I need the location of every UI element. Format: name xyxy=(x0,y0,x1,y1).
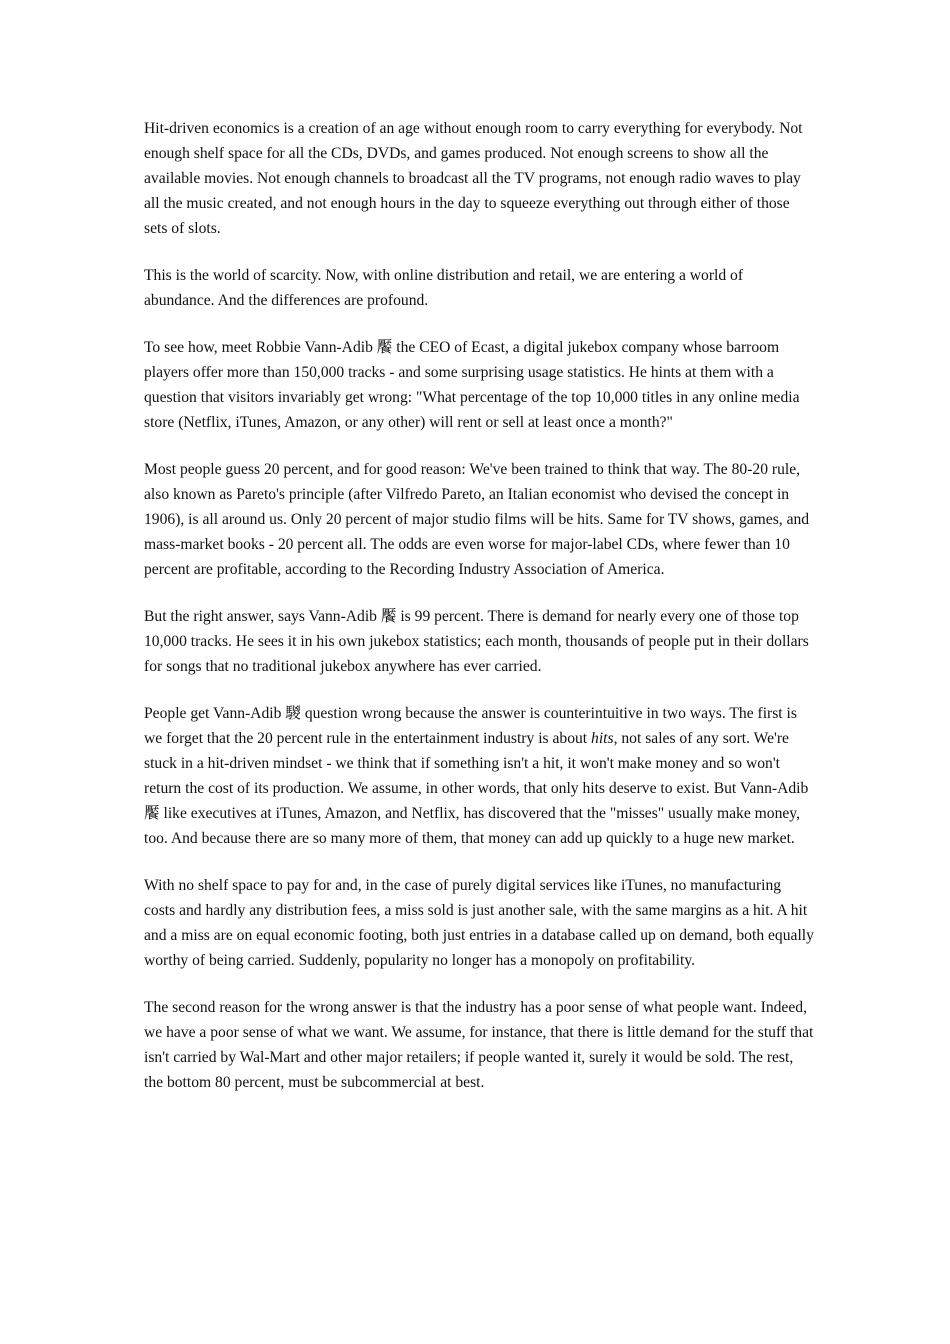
paragraph-7-text: With no shelf space to pay for and, in the case of purely digital services like iTunes, no manufacturing costs and hardly any distribution fees, a miss sold is just another sale, with the same margins as a hit. A hit and a miss are on equal economic footing, both just entries in a database called up on demand, both equally worthy of being carried. Suddenly, popularity no longer has a monopoly on profitability. xyxy=(144,877,814,969)
paragraph-6-text-a: People get Vann-Adib 騣 question wrong because the answer is counterintuitive in two ways. The first is we forget that the 20 percent rule in the entertainment industry is about xyxy=(144,705,797,747)
paragraph-3 xyxy=(144,335,814,435)
paragraph-3-text: To see how, meet Robbie Vann-Adib 饜 the CEO of Ecast, a digital jukebox company whose barroom players offer more than 150,000 tracks - and some surprising usage statistics. He hints at them with a question that visitors invariably get wrong: "What percentage of the top 10,000 titles in any online media store (Netflix, iTunes, Amazon, or any other) will rent or sell at least once a month?" xyxy=(144,339,800,431)
paragraph-8-text: The second reason for the wrong answer is that the industry has a poor sense of what people want. Indeed, we have a poor sense of what we want. We assume, for instance, that there is little demand for the stuff that isn't carried by Wal-Mart and other major retailers; if people wanted it, surely it would be sold. The rest, the bottom 80 percent, must be subcommercial at best. xyxy=(144,999,814,1091)
paragraph-5 xyxy=(144,604,814,679)
paragraph-6-text-b: , not sales of any sort. We're stuck in a hit-driven mindset - we think that if something isn't a hit, it won't make money and so won't return the cost of its production. We assume, in other words, that only hits deserve to exist. But Vann-Adib 饜 like executives at iTunes, Amazon, and Netflix, has discovered that the "misses" usually make money, too. And because there are so many more of them, that money can add up quickly to a huge new market. xyxy=(144,730,809,847)
paragraph-7 xyxy=(144,873,814,973)
paragraph-5-text: But the right answer, says Vann-Adib 饜 is 99 percent. There is demand for nearly every one of those top 10,000 tracks. He sees it in his own jukebox statistics; each month, thousands of people put in their dollars for songs that no traditional jukebox anywhere has ever carried. xyxy=(144,608,809,675)
paragraph-4-text: Most people guess 20 percent, and for good reason: We've been trained to think that way. The 80-20 rule, also known as Pareto's principle (after Vilfredo Pareto, an Italian economist who devised the concept in 1906), is all around us. Only 20 percent of major studio films will be hits. Same for TV shows, games, and mass-market books - 20 percent all. The odds are even worse for major-label CDs, where fewer than 10 percent are profitable, according to the Recording Industry Association of America. xyxy=(144,461,810,578)
paragraph-6 xyxy=(144,701,814,851)
paragraph-2-text: This is the world of scarcity. Now, with online distribution and retail, we are entering a world of abundance. And the differences are profound. xyxy=(144,267,744,309)
paragraph-1-text: Hit-driven economics is a creation of an age without enough room to carry everything for everybody. Not enough shelf space for all the CDs, DVDs, and games produced. Not enough screens to show all the available movies. Not enough channels to broadcast all the TV programs, not enough radio waves to play all the music created, and not enough hours in the day to squeeze everything out through either of those sets of slots. xyxy=(144,120,803,237)
document-body xyxy=(144,116,814,1117)
paragraph-6-emphasis-hits: hits xyxy=(591,730,614,747)
paragraph-4 xyxy=(144,457,814,582)
paragraph-1 xyxy=(144,116,814,241)
paragraph-8 xyxy=(144,995,814,1095)
paragraph-2 xyxy=(144,263,814,313)
